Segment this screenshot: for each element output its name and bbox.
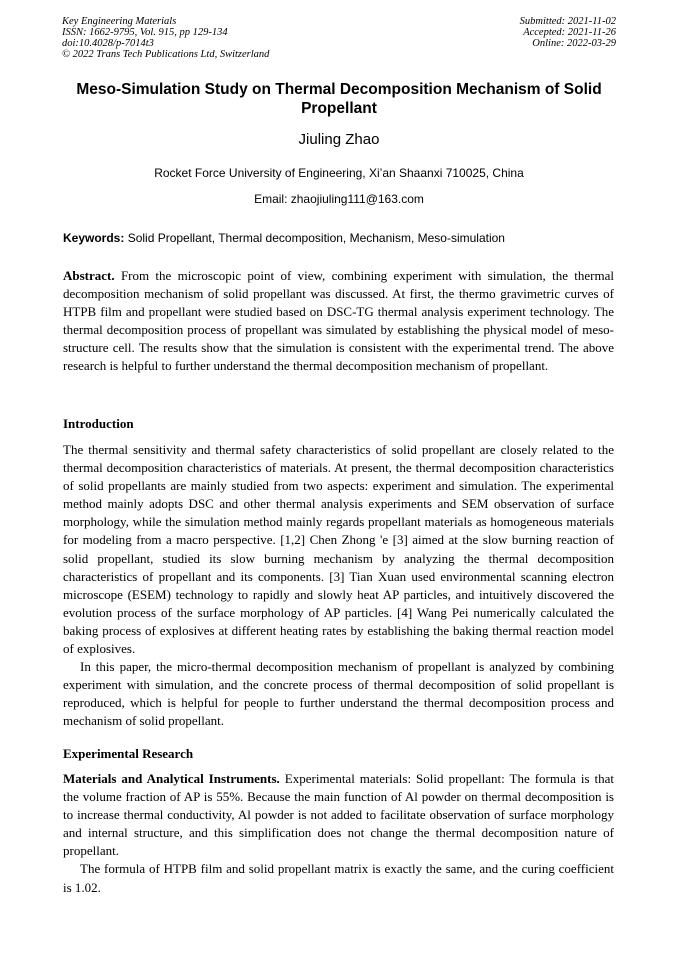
submitted-date: Submitted: 2021-11-02: [519, 16, 616, 27]
online-date: Online: 2022-03-29: [532, 38, 616, 49]
abstract-label: Abstract.: [63, 268, 115, 283]
issn-line: ISSN: 1662-9795, Vol. 915, pp 129-134: [62, 27, 228, 38]
doi-line: doi:10.4028/p-7014t3: [62, 38, 154, 49]
experimental-paragraph-1: [63, 770, 614, 860]
introduction-paragraph-2: In this paper, the micro-thermal decomposition mechanism of propellant is analyzed by combining experiment with simulation, and the concrete process of thermal decomposition of solid propellant is reproduced, which is helpful for people to further understand the thermal decomposition process and mechanism of solid propellant.: [63, 659, 614, 729]
author-name: Jiuling Zhao: [298, 131, 380, 148]
paper-title: Meso-Simulation Study on Thermal Decomposition Mechanism of Solid Propellant: [76, 81, 602, 117]
abstract: [63, 267, 614, 376]
keywords: [63, 230, 615, 246]
abstract-text: From the microscopic point of view, combining experiment with simulation, the thermal decomposition mechanism of solid propellant was discussed. At first, the thermo gravimetric curves of HTPB film and propellant were studied based on DSC-TG thermal analysis experiment technology. The thermal decomposition process of propellant was simulated by establishing the physical model of meso-structure cell. The results show that the simulation is consistent with the experimental trend. The above research is helpful to further understand the thermal decomposition mechanism of propellant.: [63, 268, 614, 374]
journal-name: Key Engineering Materials: [62, 16, 177, 27]
experimental-body: [63, 770, 614, 897]
materials-subheading: Materials and Analytical Instruments.: [63, 771, 280, 786]
copyright-line: © 2022 Trans Tech Publications Ltd, Switzerland: [62, 49, 270, 60]
publication-dates: [520, 16, 616, 49]
introduction-paragraph-1: The thermal sensitivity and thermal safety characteristics of solid propellant are closely related to the thermal decomposition characteristics of materials. At present, the thermal decomposition characteristics of solid propellants are mainly studied from two aspects: experiment and simulation. The experimental method mainly adopts DSC and other thermal analysis experiments and SEM observation of surface morphology, while the simulation method mainly regards propellant materials as homogeneous materials for modeling from a macro perspective. [1,2] Chen Zhong 'e [3] aimed at the slow burning reaction of solid propellant, studied its slow burning mechanism by analyzing the thermal decomposition characteristics of propellant and its components. [3] Tian Xuan used environmental scanning electron microscope (ESEM) technology to rapidly and slowly heat AP particles, and intuitively discovered the evolution process of the surface morphology of AP particles. [4] Wang Pei numerically calculated the baking process of explosives at different heating rates by establishing the baking thermal reaction model of explosives.: [63, 442, 614, 657]
introduction-body: [63, 441, 614, 731]
materials-text: Experimental materials: Solid propellant: The formula is that the volume fraction of AP is 55%. Because the main function of Al powder on thermal decomposition is to increase thermal conductivity, Al powder is not added to facilitate observation of surface morphology and internal structure, and this simplification does not change the thermal decomposition nature of propellant.: [63, 771, 614, 859]
keywords-label: Keywords:: [63, 231, 125, 245]
experimental-paragraph-2: The formula of HTPB film and solid propellant matrix is exactly the same, and the curing coefficient is 1.02.: [63, 861, 614, 895]
keywords-text: Solid Propellant, Thermal decomposition, Mechanism, Meso-simulation: [124, 231, 505, 245]
publication-info: [62, 16, 269, 60]
affiliation: Rocket Force University of Engineering, Xi’an Shaanxi 710025, China: [154, 166, 524, 180]
author-email: Email: zhaojiuling111@163.com: [254, 192, 424, 206]
introduction-heading: Introduction: [63, 416, 134, 431]
experimental-heading: Experimental Research: [63, 746, 194, 761]
accepted-date: Accepted: 2021-11-26: [523, 27, 616, 38]
